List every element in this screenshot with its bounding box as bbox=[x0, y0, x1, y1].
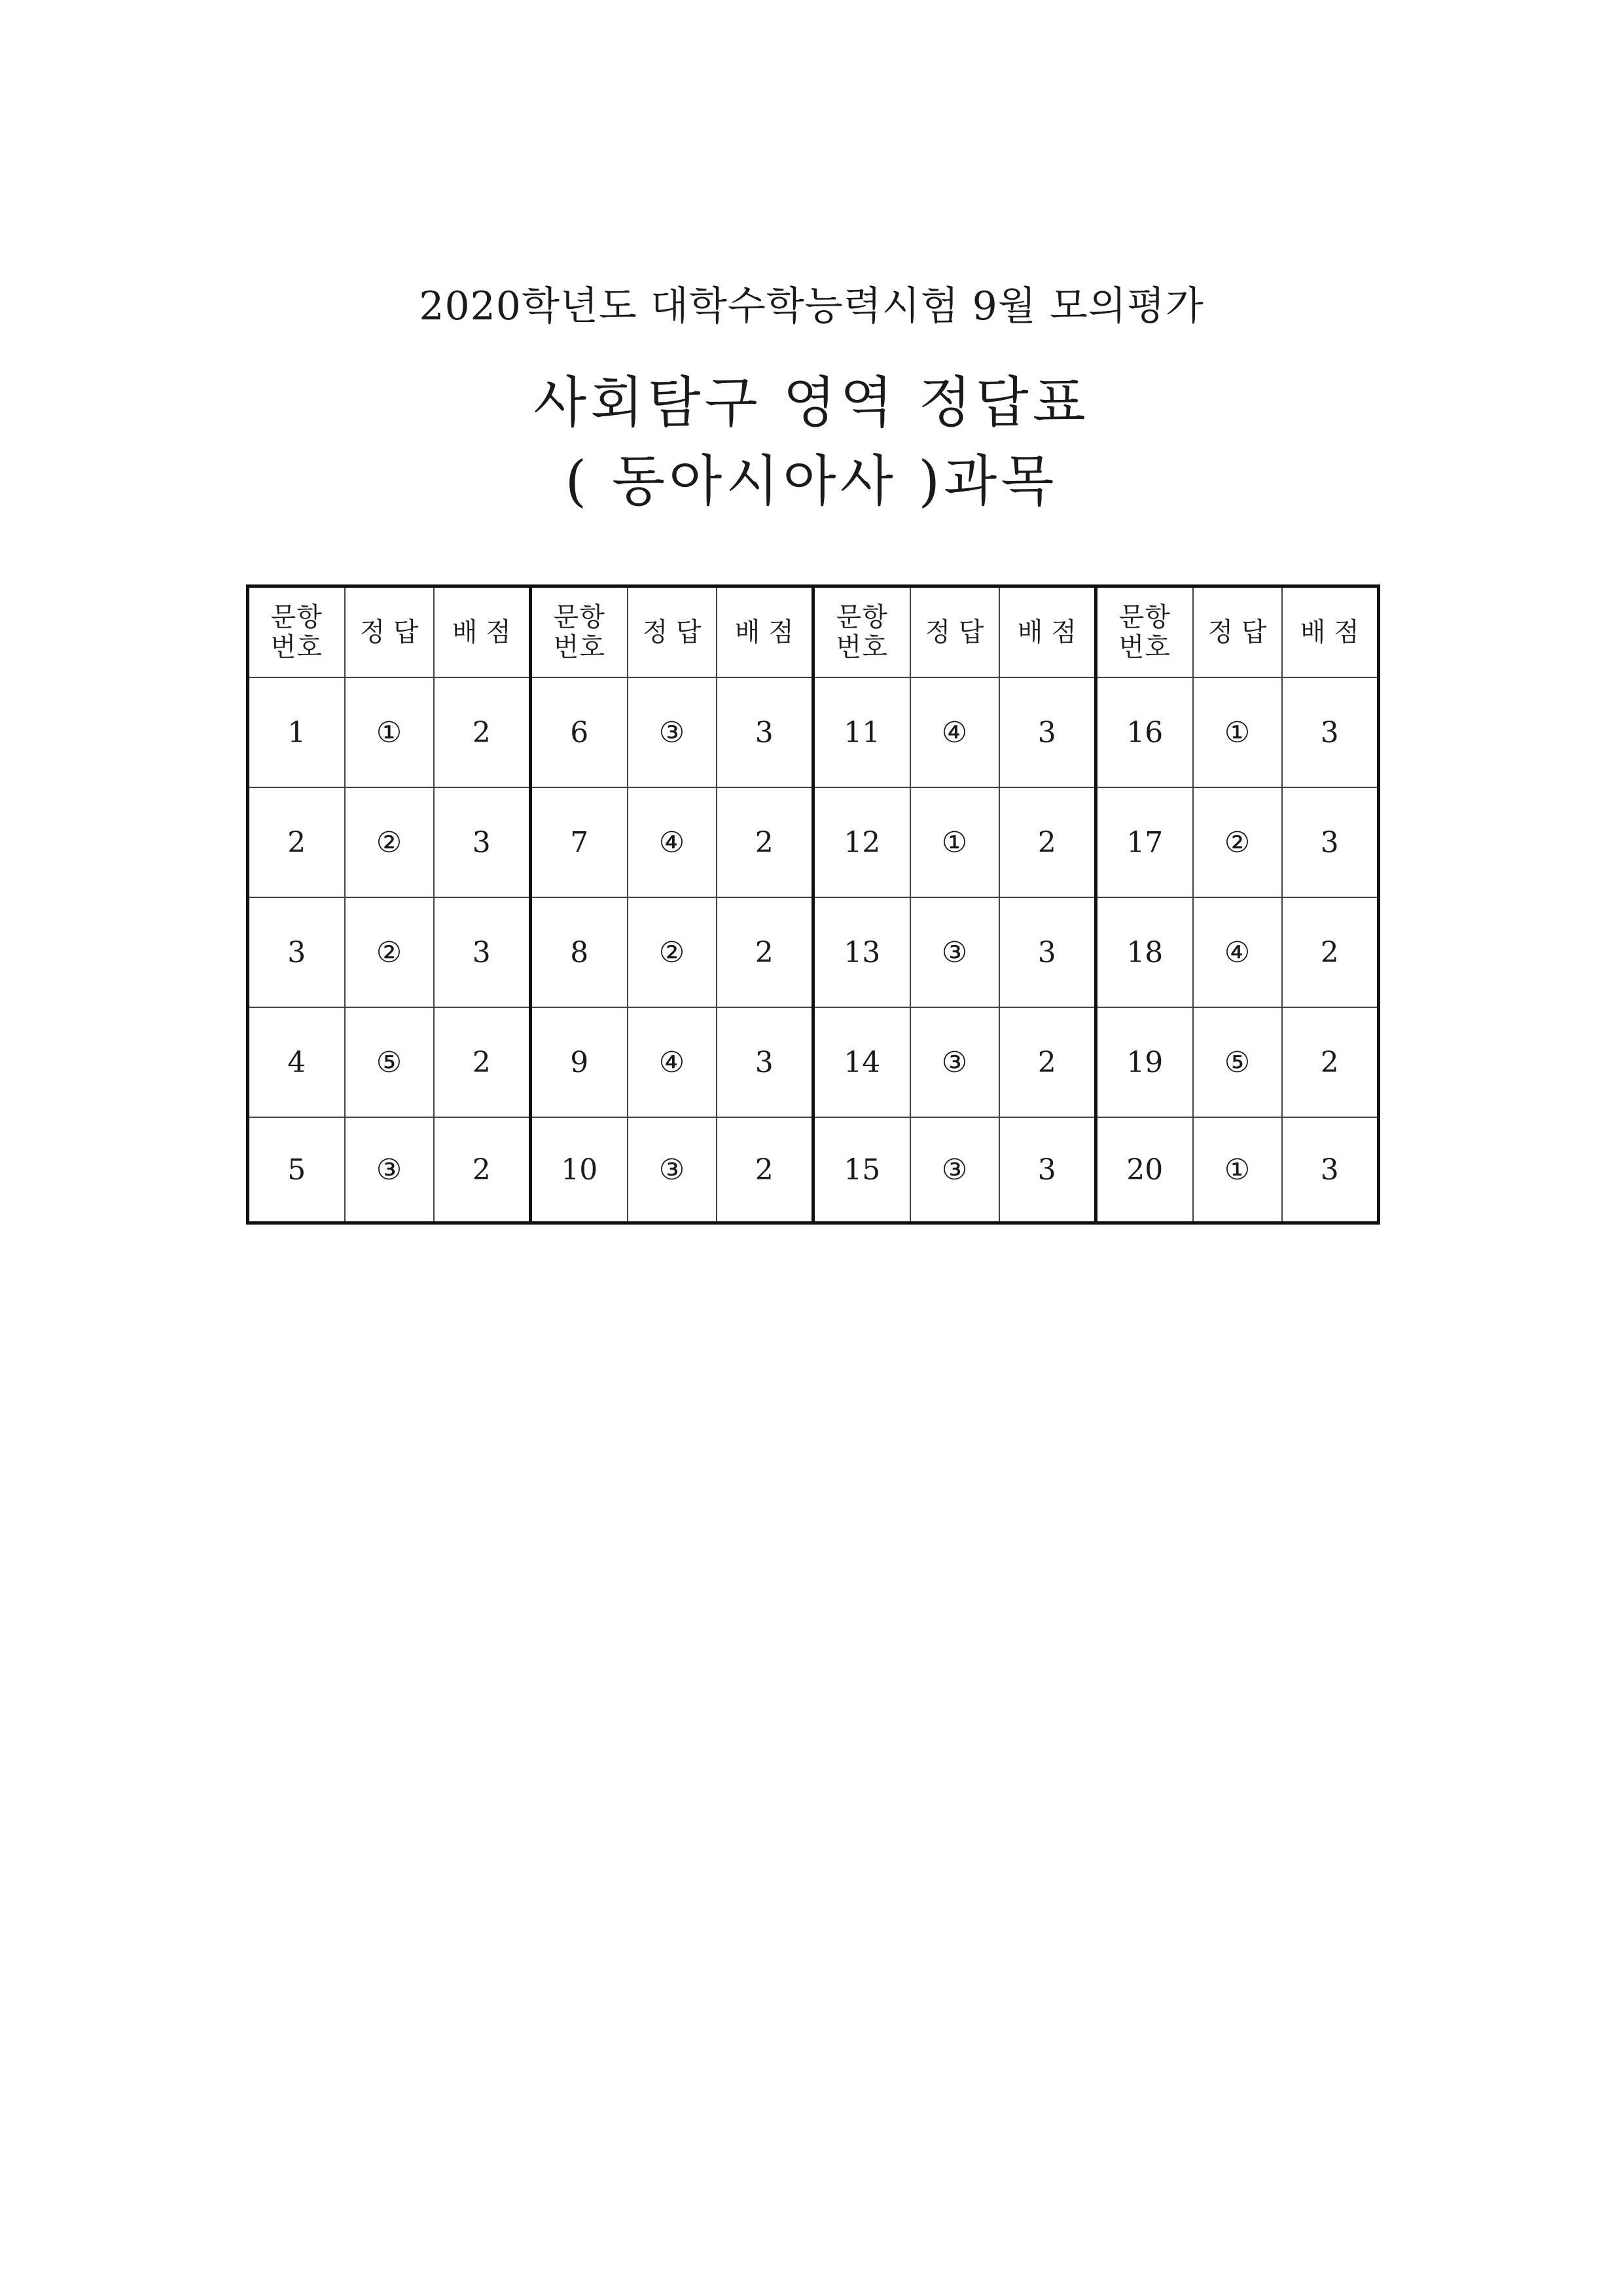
correct-answer: ③ bbox=[910, 1007, 999, 1117]
correct-answer: ④ bbox=[1193, 897, 1282, 1007]
correct-answer: ④ bbox=[628, 1007, 717, 1117]
header-question-number: 문항 번호 bbox=[248, 586, 345, 678]
question-number: 2 bbox=[248, 787, 345, 897]
question-number: 6 bbox=[531, 677, 628, 787]
points: 3 bbox=[1282, 677, 1379, 787]
points: 2 bbox=[434, 1007, 531, 1117]
header-question-number: 문항 번호 bbox=[531, 586, 628, 678]
points: 2 bbox=[434, 677, 531, 787]
question-number: 12 bbox=[813, 787, 910, 897]
question-number: 20 bbox=[1096, 1117, 1193, 1223]
question-number: 17 bbox=[1096, 787, 1193, 897]
correct-answer: ① bbox=[1193, 1117, 1282, 1223]
question-number: 3 bbox=[248, 897, 345, 1007]
correct-answer: ④ bbox=[628, 787, 717, 897]
header-points: 배 점 bbox=[434, 586, 531, 678]
table-row bbox=[248, 1117, 1379, 1223]
correct-answer: ⑤ bbox=[1193, 1007, 1282, 1117]
points: 3 bbox=[434, 787, 531, 897]
points: 2 bbox=[1282, 1007, 1379, 1117]
table-row bbox=[248, 897, 1379, 1007]
question-number: 19 bbox=[1096, 1007, 1193, 1117]
question-number: 7 bbox=[531, 787, 628, 897]
header-points: 배 점 bbox=[999, 586, 1096, 678]
correct-answer: ③ bbox=[910, 897, 999, 1007]
header-answer: 정 답 bbox=[628, 586, 717, 678]
question-number: 4 bbox=[248, 1007, 345, 1117]
exam-title: 2020학년도 대학수학능력시험 9월 모의평가 bbox=[419, 283, 1204, 329]
header-points: 배 점 bbox=[1282, 586, 1379, 678]
correct-answer: ① bbox=[910, 787, 999, 897]
question-number: 13 bbox=[813, 897, 910, 1007]
question-number: 10 bbox=[531, 1117, 628, 1223]
points: 2 bbox=[999, 1007, 1096, 1117]
correct-answer: ② bbox=[628, 897, 717, 1007]
table-row bbox=[248, 677, 1379, 787]
points: 3 bbox=[999, 677, 1096, 787]
question-number: 11 bbox=[813, 677, 910, 787]
table-row bbox=[248, 787, 1379, 897]
question-number: 15 bbox=[813, 1117, 910, 1223]
question-number: 1 bbox=[248, 677, 345, 787]
points: 2 bbox=[434, 1117, 531, 1223]
header-answer: 정 답 bbox=[345, 586, 434, 678]
points: 2 bbox=[999, 787, 1096, 897]
question-number: 5 bbox=[248, 1117, 345, 1223]
points: 2 bbox=[717, 787, 813, 897]
question-number: 18 bbox=[1096, 897, 1193, 1007]
header-answer: 정 답 bbox=[910, 586, 999, 678]
points: 3 bbox=[717, 677, 813, 787]
correct-answer: ② bbox=[1193, 787, 1282, 897]
header-points: 배 점 bbox=[717, 586, 813, 678]
header-answer: 정 답 bbox=[1193, 586, 1282, 678]
question-number: 8 bbox=[531, 897, 628, 1007]
header-question-number: 문항 번호 bbox=[1096, 586, 1193, 678]
correct-answer: ② bbox=[345, 897, 434, 1007]
question-number: 9 bbox=[531, 1007, 628, 1117]
points: 3 bbox=[1282, 787, 1379, 897]
correct-answer: ① bbox=[345, 677, 434, 787]
correct-answer: ③ bbox=[628, 1117, 717, 1223]
correct-answer: ② bbox=[345, 787, 434, 897]
header-row bbox=[248, 586, 1379, 678]
points: 3 bbox=[999, 897, 1096, 1007]
points: 3 bbox=[717, 1007, 813, 1117]
points: 3 bbox=[1282, 1117, 1379, 1223]
points: 3 bbox=[999, 1117, 1096, 1223]
subject-title: ( 동아시아사 )과목 bbox=[565, 449, 1058, 513]
points: 2 bbox=[1282, 897, 1379, 1007]
question-number: 14 bbox=[813, 1007, 910, 1117]
table-row bbox=[248, 1007, 1379, 1117]
header-question-number: 문항 번호 bbox=[813, 586, 910, 678]
answer-table bbox=[246, 584, 1380, 1225]
correct-answer: ① bbox=[1193, 677, 1282, 787]
points: 3 bbox=[434, 897, 531, 1007]
correct-answer: ③ bbox=[910, 1117, 999, 1223]
sheet-title: 사회탐구 영역 정답표 bbox=[533, 370, 1090, 435]
points: 2 bbox=[717, 1117, 813, 1223]
points: 2 bbox=[717, 897, 813, 1007]
correct-answer: ⑤ bbox=[345, 1007, 434, 1117]
question-number: 16 bbox=[1096, 677, 1193, 787]
correct-answer: ③ bbox=[345, 1117, 434, 1223]
correct-answer: ③ bbox=[628, 677, 717, 787]
correct-answer: ④ bbox=[910, 677, 999, 787]
